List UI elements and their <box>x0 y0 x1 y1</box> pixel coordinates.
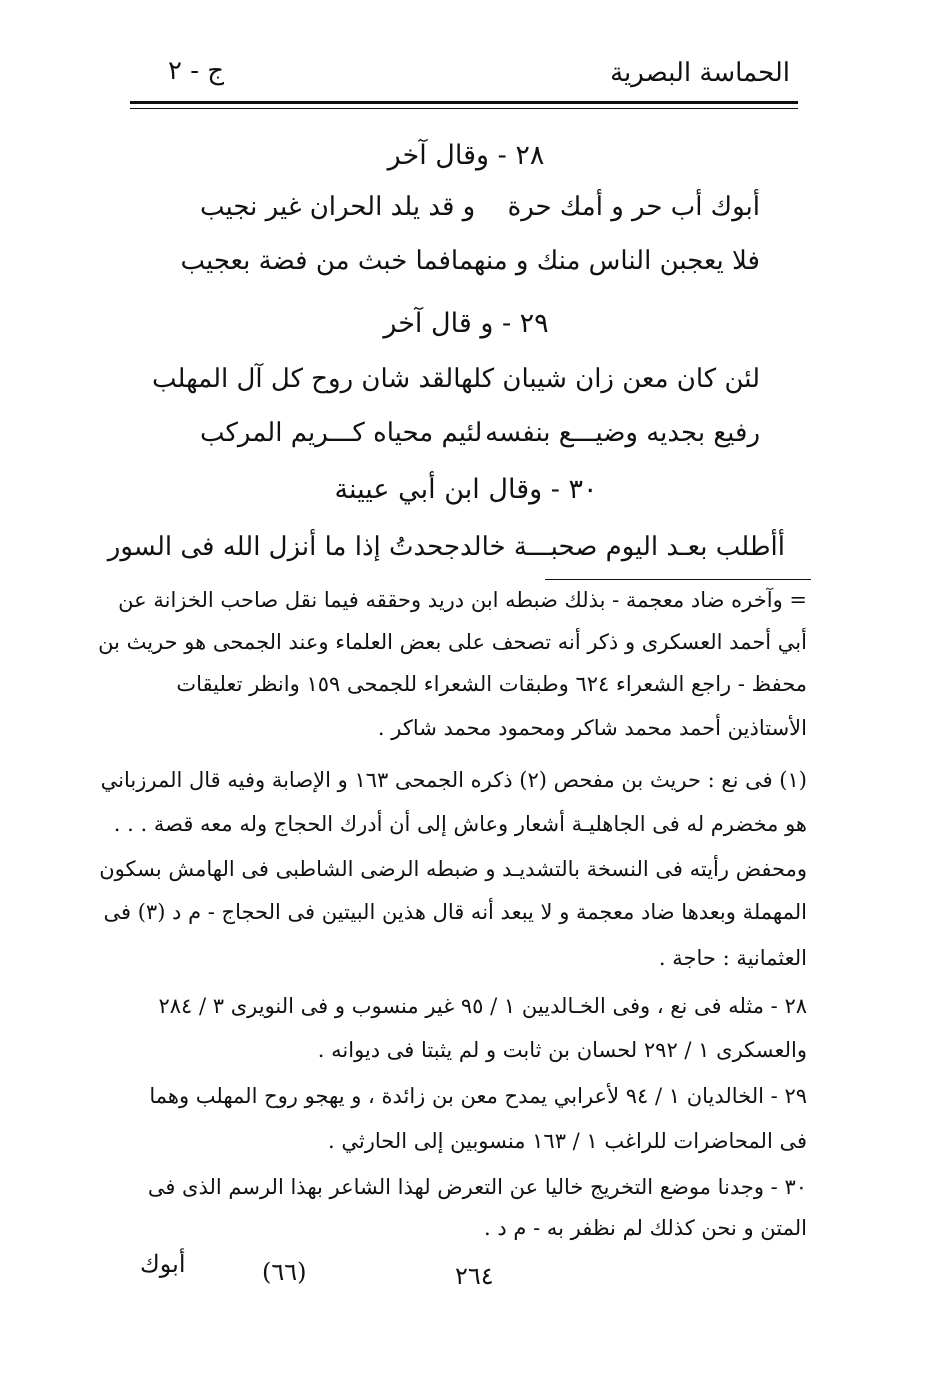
catchword: أبوك <box>140 1250 186 1278</box>
verse-29-1 <box>151 364 760 394</box>
hemistich-first: لئن كان معن زان شيبان كلها <box>453 364 760 394</box>
footnote-line: والعسكرى ١ / ٢٩٢ لحسان بن ثابت و لم يثبتا فى ديوانه . <box>317 1038 807 1062</box>
hemistich-second: فما خبث من فضة بعجيب <box>180 246 451 276</box>
footnote-line: محفظ - راجع الشعراء ٦٢٤ وطبقات الشعراء للجمحى ١٥٩ وانظر تعليقات <box>176 672 807 696</box>
poem-heading-28: ٢٨ - وقال آخر <box>387 140 545 171</box>
footnote-line: ٢٨ - مثله فى نع ، وفى الخـالديين ١ / ٩٥ غير منسوب و فى النويرى ٣ / ٢٨٤ <box>158 994 807 1018</box>
footnote-separator <box>545 579 811 580</box>
hemistich-first: فلا يعجبن الناس منك و منهما <box>450 246 760 276</box>
hemistich-second: و قد يلد الحران غير نجيب <box>200 192 476 222</box>
header-rule-thick <box>130 101 798 104</box>
footnote-line: المتن و نحن كذلك لم نظفر به - م د . <box>484 1216 807 1240</box>
page-number: ٢٦٤ <box>455 1262 494 1290</box>
verse-28-1 <box>200 192 760 222</box>
sheet-number: (٦٦) <box>262 1258 307 1286</box>
verse-28-2 <box>180 246 760 276</box>
footnote-line: (١) فى نع : حريث بن مفحص (٢) ذكره الجمحى ١٦٣ و الإصابة وفيه قال المرزباني <box>100 768 807 792</box>
book-title: الحماسة البصرية <box>610 58 790 88</box>
verse-30-1 <box>107 532 785 562</box>
hemistich-second: لئيم محياه كـــريم المركب <box>200 418 483 448</box>
footnote-line: أبي أحمد العسكرى و ذكر أنه تصحف على بعض العلماء وعند الجمحى هو حريث بن <box>98 630 807 654</box>
poem-heading-30: ٣٠ - وقال ابن أبي عيينة <box>334 474 598 505</box>
footnote-line: ٣٠ - وجدنا موضع التخريج خاليا عن التعرض لهذا الشاعر بهذا الرسم الذى فى <box>147 1175 807 1199</box>
footnote-line: هو مخضرم له فى الجاهليـة أشعار وعاش إلى أن أدرك الحجاج وله معه قصة . . . <box>113 812 807 836</box>
footnote-line: فى المحاضرات للراغب ١ / ١٦٣ منسوبين إلى الحارثي . <box>328 1129 807 1153</box>
footnote-line: ومحفض رأيته فى النسخة بالتشديـد و ضبطه الرضى الشاطبى فى الهامش بسكون <box>99 857 807 881</box>
verse-29-2 <box>200 418 760 448</box>
footnote-line: العثمانية : حاجة . <box>658 946 807 970</box>
hemistich-second: جحدتُ إذا ما أنزل الله فى السور <box>107 532 461 562</box>
footnote-line: = وآخره ضاد معجمة - بذلك ضبطه ابن دريد وحققه فيما نقل صاحب الخزانة عن <box>118 588 807 612</box>
footnote-line: المهملة وبعدها ضاد معجمة و لا يبعد أنه قال هذين البيتين فى الحجاج - م د (٣) فى <box>103 900 807 924</box>
header-rule-thin <box>130 108 798 109</box>
hemistich-first: رفيع بجديه وضيـــع بنفسه <box>485 418 760 448</box>
volume-label: ج - ٢ <box>168 56 225 86</box>
footnote-line: ٢٩ - الخالديان ١ / ٩٤ لأعرابي يمدح معن بن زائدة ، و يهجو روح المهلب وهما <box>149 1084 807 1108</box>
hemistich-second: لقد شان روح كل آل المهلب <box>151 364 454 394</box>
hemistich-first: أبوك أب حر و أمك حرة <box>507 192 760 222</box>
hemistich-first: أأطلب بعـد اليوم صحبـــة خالد <box>460 532 785 562</box>
footnote-line: الأستاذين أحمد محمد شاكر ومحمود محمد شاكر . <box>377 716 807 740</box>
poem-heading-29: ٢٩ - و قال آخر <box>383 308 549 339</box>
